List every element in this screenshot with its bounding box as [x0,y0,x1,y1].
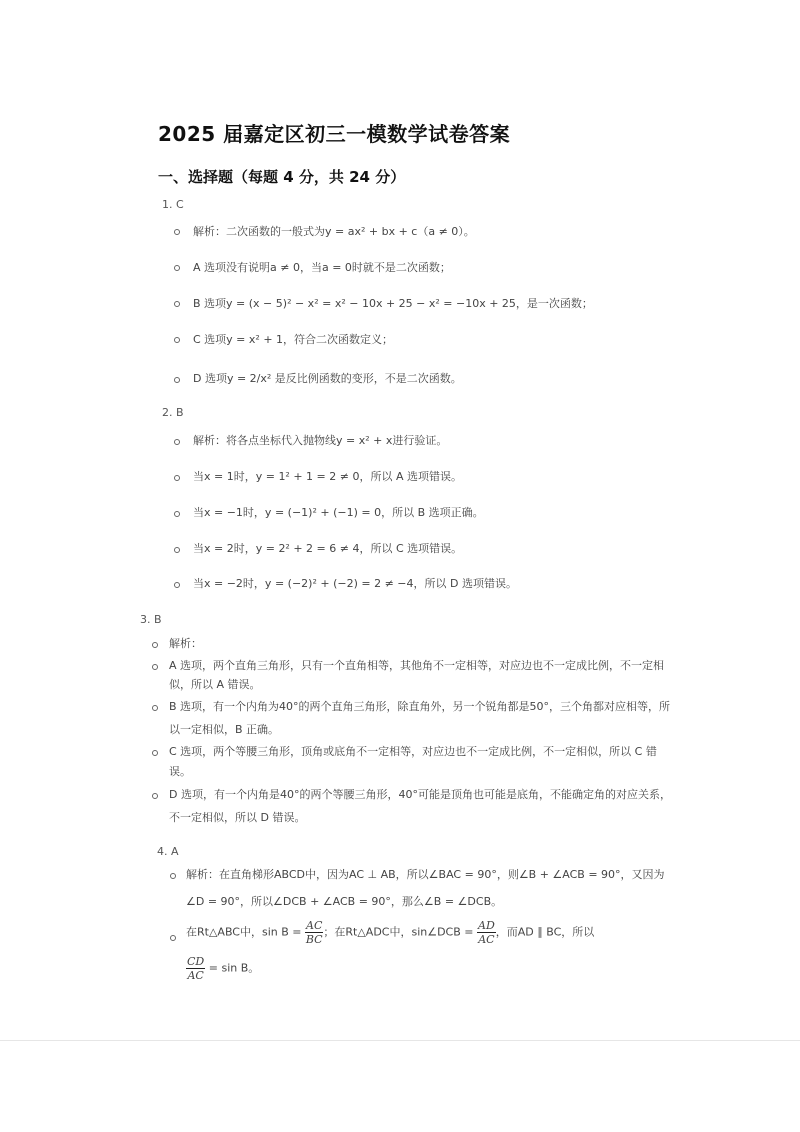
bullet-icon [170,873,176,879]
fraction-denominator: AC [478,933,495,946]
bullet-icon [174,301,180,307]
document-title: 2025 届嘉定区初三一模数学试卷答案 [158,122,511,146]
fraction [477,920,496,945]
bullet-icon [174,475,180,481]
answer-line: C 选项，两个等腰三角形，顶角或底角不一定相等，对应边也不一定成比例，不一定相似，所以 C 错 [169,745,657,758]
bullet-icon [174,547,180,553]
answer-line: 解析：将各点坐标代入抛物线y = x² + x进行验证。 [193,434,448,447]
question-number: 4. A [157,845,179,858]
answer-line: B 选项，有一个内角为40°的两个直角三角形，除直角外，另一个锐角都是50°，三个角都对应相等，所 [169,700,671,713]
answer-line: B 选项y = (x − 5)² − x² = x² − 10x + 25 − x² = −10x + 25，是一次函数； [193,297,593,310]
fraction [305,920,323,945]
bullet-icon [170,935,176,941]
bullet-icon [174,582,180,588]
bullet-icon [174,377,180,383]
fraction-numerator: AC [306,919,323,932]
bullet-icon [152,705,158,711]
answer-line: D 选项，有一个内角是40°的两个等腰三角形，40°可能是顶角也可能是底角，不能确定角的对应关系， [169,788,671,801]
answer-line-fractions [186,956,259,981]
bullet-icon [174,511,180,517]
fraction-numerator: CD [187,955,205,968]
answer-line-fractions [186,920,594,945]
bullet-icon [174,265,180,271]
answer-text: ；在Rt△ADC中，sin∠DCB = [323,925,477,939]
answer-line: ∠D = 90°，所以∠DCB + ∠ACB = 90°，那么∠B = ∠DCB。 [186,895,503,908]
answer-text: 在Rt△ABC中，sin B = [186,925,305,939]
bullet-icon [174,229,180,235]
answer-line: 当x = −1时，y = (−1)² + (−1) = 0，所以 B 选项正确。 [193,506,484,519]
fraction-denominator: AC [187,969,204,982]
bullet-icon [174,337,180,343]
fraction-denominator: BC [305,933,323,946]
question-number: 1. C [162,198,184,211]
answer-line: 当x = 1时，y = 1² + 1 = 2 ≠ 0，所以 A 选项错误。 [193,470,462,483]
page-margin [0,1041,800,1132]
answer-line: 似，所以 A 错误。 [169,678,261,691]
answer-line: D 选项y = 2/x² 是反比例函数的变形，不是二次函数。 [193,372,462,385]
answer-line: 误。 [169,765,191,778]
answer-text: ，而AD ∥ BC，所以 [495,925,595,939]
bullet-icon [174,439,180,445]
answer-line: 解析： [169,637,202,650]
bullet-icon [152,642,158,648]
bullet-icon [152,664,158,670]
answer-line: A 选项，两个直角三角形，只有一个直角相等，其他角不一定相等，对应边也不一定成比例，不一定相 [169,659,665,672]
answer-line: 不一定相似，所以 D 错误。 [169,811,306,824]
answer-line: 当x = 2时，y = 2² + 2 = 6 ≠ 4，所以 C 选项错误。 [193,542,463,555]
answer-line: 解析：在直角梯形ABCD中，因为AC ⊥ AB，所以∠BAC = 90°，则∠B + ∠ACB = 90°，又因为 [186,868,665,881]
answer-line: 解析：二次函数的一般式为y = ax² + bx + c（a ≠ 0）。 [193,225,475,238]
answer-line: C 选项y = x² + 1，符合二次函数定义； [193,333,394,346]
answer-line: A 选项没有说明a ≠ 0，当a = 0时就不是二次函数； [193,261,451,274]
bullet-icon [152,750,158,756]
question-number: 3. B [140,613,162,626]
answer-line: 以一定相似，B 正确。 [169,723,280,736]
bullet-icon [152,793,158,799]
section-heading: 一、选择题（每题 4 分，共 24 分） [158,168,406,186]
question-number: 2. B [162,406,184,419]
answer-line: 当x = −2时，y = (−2)² + (−2) = 2 ≠ −4，所以 D 选项错误。 [193,577,517,590]
answer-text: = sin B。 [205,961,260,975]
fraction [186,956,205,981]
fraction-numerator: AD [478,919,495,932]
